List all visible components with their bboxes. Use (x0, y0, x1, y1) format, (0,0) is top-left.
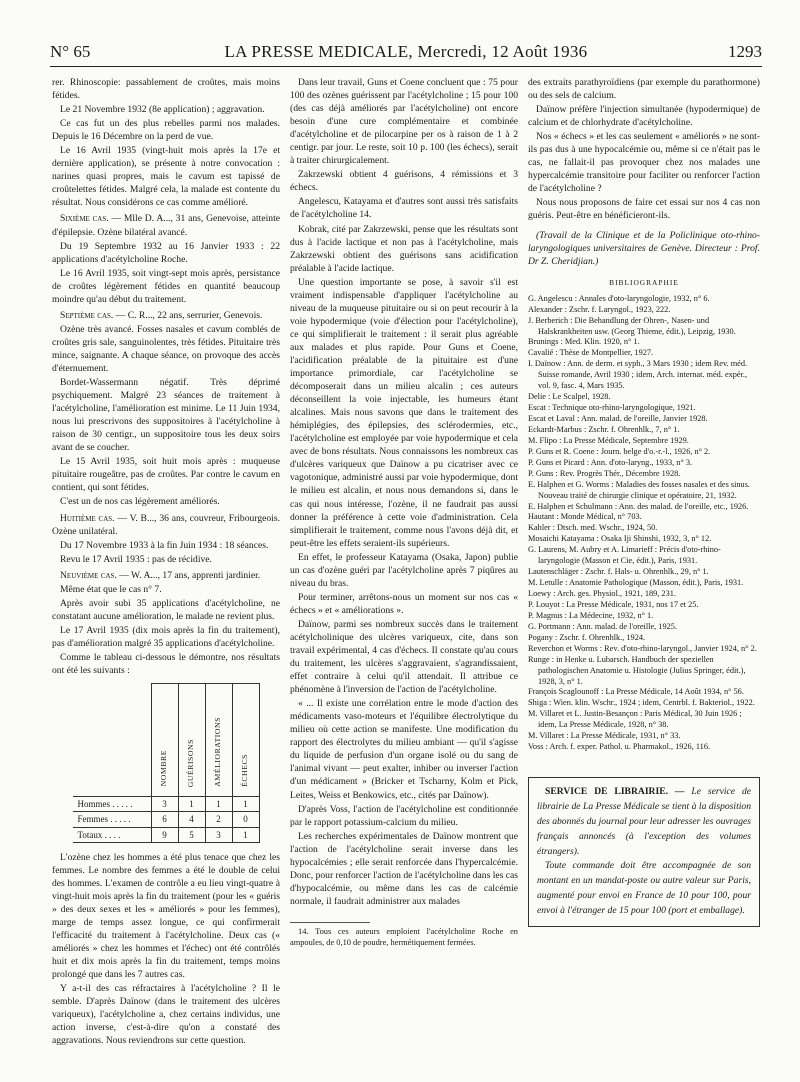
row-label: Totaux . . . . (73, 827, 152, 842)
paragraph: Le 15 Avril 1935, soit huit mois après : muqueuse pituitaire rougeâtre, pas de croûtes. Par contre le cavum en contient, qui sont fétides. (52, 456, 280, 494)
library-service-notice (537, 785, 751, 859)
paragraph: Dans leur travail, Guns et Coene concluent que : 75 pour 100 des ozènes guérissent par l'acétylcholine ; 15 pour 100 (des cas déjà améliorés par l'acétylcholine) ont encore besoin d'une cure complémentaire et combinée d'acétylcholine et de pilocarpine per os à raison de 1 à 2 centigr. par jour. Le reste, soit 10 p. 100 (les échecs), serait à traiter chirurgicalement. (290, 77, 518, 167)
bibliography-entry: Runge : in Henke u. Lubarsch. Handbuch der speziellen pathologischen Anatomie u. Histologie (Julius Springer, édit.), 1928, 3, n° 1. (528, 654, 746, 686)
paragraph: Comme le tableau ci-dessous le démontre, nos résultats ont été les suivants : (52, 651, 280, 677)
bibliography-entry: Voss : Arch. f. exper. Pathol. u. Pharmakol., 1926, 116. (528, 742, 711, 752)
case-heading: Neuvième cas. — (60, 569, 129, 581)
paragraph: Revu le 17 Avril 1935 : pas de récidive. (60, 553, 212, 565)
table-cell: 1 (232, 797, 259, 812)
bibliography-entry: G. Angelescu : Annales d'oto-laryngologie, 1932, n° 6. (528, 293, 710, 303)
paragraph: Bordet-Wassermann négatif. Très déprimé psychiquement. Malgré 23 séances de traitement à l'acétylcholine, l'amélioration est minime. Le 11 Juin 1934, nous lui prescrivons des suppositoires à l'acétylcholine à raison de 30 centigr., un suppositoire tous les deux soirs avant de se coucher. (52, 377, 280, 454)
case-paragraph (52, 512, 280, 538)
bibliography-entry: Reverchon et Worms : Rev. d'oto-rhino-laryngol., Janvier 1924, n° 2. (528, 643, 757, 653)
case-heading: Septième cas. — (60, 309, 126, 321)
bibliography-entry: M. Villaret et L. Justin-Besançon : Paris Médical, 30 Juin 1926 ; idem, La Presse Médicale, 1928, n° 38. (528, 709, 742, 730)
issue-number: N° 65 (50, 42, 91, 61)
column-header: GUÉRISONS (178, 684, 205, 797)
bibliography-list (528, 294, 760, 753)
case-paragraph (52, 309, 280, 322)
bibliography-entry: Delie : Le Scalpel, 1928. (528, 392, 611, 402)
case-text: V. B..., 36 ans, couvreur, Fribourgeois. Ozène unilatéral. (52, 512, 280, 537)
bibliography-entry: Pogany : Zschr. f. Ohrenhlk., 1924. (528, 632, 646, 642)
table-corner (73, 684, 152, 797)
paragraph: Angelescu, Katayama et d'autres sont aussi très satisfaits de l'acétylcholine 14. (290, 196, 518, 221)
bibliography-entry: J. Berberich : Die Behandlung der Ohren-, Nasen- und Halskrankheiten usw. (Georg Thieme, édit.), Leipzig, 1930. (528, 315, 736, 336)
paragraph: des extraits parathyroïdiens (par exemple du parathormone) ou des sels de calcium. (528, 77, 760, 102)
paragraph: Du 19 Septembre 1932 au 16 Janvier 1933 : 22 applications d'acétylcholine Roche. (52, 240, 280, 265)
paragraph: Le 16 Avril 1935 (vingt-huit mois après la 17e et dernière application), se présente à notre convocation : narines quasi propres, mais le cavum est tapissé de croûtelettes fétides. Malgré cela, la malade est contente du résultat. Nous considérons ce cas comme amélioré. (52, 145, 280, 209)
bibliography-entry: P. Magnus : La Médecine, 1932, n° 1. (528, 610, 654, 620)
paragraph: C'est un de nos cas légèrement améliorés. (60, 496, 220, 508)
results-table (73, 683, 260, 843)
journal-title: LA PRESSE MEDICALE, Mercredi, 12 Août 1936 (224, 42, 588, 61)
paragraph: Les recherches expérimentales de Daïnow montrent que l'action de l'acétylcholine serait inverse dans les hypocalcémies ; elle serait renforcée dans l'hypercalcémie. Donc, pour renforcer l'action de l'acétylcholine dans les cas d'hypocalcémie, ou même dans les cas de calcémie normale, il faudrait administrer aux malades (290, 830, 518, 907)
table-cell: 1 (205, 797, 232, 812)
bibliography-entry: P. Louyot : La Presse Médicale, 1931, nos 17 et 25. (528, 599, 699, 609)
bibliography-entry: Kahler : Dtsch. med. Wschr., 1924, 50. (528, 523, 658, 533)
bibliography-entry: Brunings : Med. Klin. 1920, n° 1. (528, 337, 640, 347)
bibliography-entry: P. Guns : Rev. Progrès Thér., Décembre 1928. (528, 468, 681, 478)
paragraph: Ozène très avancé. Fosses nasales et cavum comblés de croûtes gris sale, sanguinolentes, très fétides. Pituitaire très mince, saignante. A chaque séance, on provoque des accès d'éternuement. (52, 323, 280, 374)
paragraph: L'ozène chez les hommes a été plus tenace que chez les femmes. Le nombre des femmes a été le double de celui des hommes. L'examen de contrôle a eu lieu vingt-quatre à vingt-huit mois après la fin du traitement (pour les « guéris » des deux sexes et les « améliorés » pour les femmes), marge de temps assez longue, ce qui confirmerait l'efficacité du traitement à l'acétylcholine. Deux cas (« améliorés » chez les hommes et l'échec) ont été contrôlés huit et dix mois après la fin du traitement, temps moins prolongé que dans les 7 autres cas. (52, 851, 280, 981)
table-cell: 5 (178, 827, 205, 842)
paragraph: Daïnow préfère l'injection simultanée (hypodermique) de calcium et de chlorhydrate d'acétylcholine. (528, 104, 760, 129)
table-cell: 1 (232, 827, 259, 842)
bibliography-entry: E. Halphen et G. Worms : Maladies des fosses nasales et des sinus. Nouveau traité de chirurgie clinique et opératoire, 21, 1932. (528, 479, 751, 500)
paragraph: Nos « échecs » et les cas seulement « améliorés » ne sont-ils pas dus à une hypocalcémie ou, même si ce n'était pas le cas, ne fallait-il pas provoquer chez nos malades une hypercalcémie transitoire pour faciliter ou renforcer l'action de l'acétylcholine ? (528, 131, 760, 195)
row-label: Femmes . . . . . (73, 812, 152, 827)
bibliography-entry: François Scaglounoff : La Presse Médicale, 14 Août 1934, n° 56. (528, 687, 744, 697)
bibliography-entry: P. Guns et Picard : Ann. d'oto-laryng., 1933, n° 3. (528, 457, 693, 467)
bibliography-entry: Shiga : Wien. klin. Wschr., 1924 ; idem, Centrbl. f. Bakteriol., 1922. (528, 698, 755, 708)
page-header (50, 40, 762, 67)
column-header: AMÉLIORATIONS (205, 684, 232, 797)
bibliography-entry: Hautant : Monde Médical, n° 703. (528, 512, 642, 522)
bibliography-entry: G. Portmann : Ann. malad. de l'oreille, 1925. (528, 621, 677, 631)
table-cell: 3 (205, 827, 232, 842)
column-left (52, 76, 280, 1076)
row-label: Hommes . . . . . (73, 797, 152, 812)
footnote: 14. Tous ces auteurs emploient l'acétylcholine Roche en ampoules, de 0,10 de poudre, hermétiquement fermées. (290, 926, 518, 947)
bibliography-entry: G. Laurens, M. Aubry et A. Limarieff : Précis d'oto-rhino-laryngologie (Masson et Cie, édit.), Paris, 1931. (528, 545, 721, 566)
case-heading: Huitième cas. — (60, 512, 127, 524)
box-title: SERVICE DE LIBRAIRIE. — (545, 786, 685, 798)
table-cell: 2 (205, 812, 232, 827)
footnote-rule (290, 922, 370, 923)
bibliography-entry: Mosaichi Katayama : Osaka Iji Shinshi, 1932, 3, n° 12. (528, 534, 712, 544)
case-paragraph (52, 212, 280, 238)
bibliography-entry: M. Letulle : Anatomie Pathologique (Masson, édit.), Paris, 1931. (528, 578, 744, 588)
paragraph: Après avoir subi 35 applications d'acétylcholine, ne constatant aucune amélioration, le malade ne revient plus. (52, 597, 280, 622)
bibliography-entry: Eckardt-Marbus : Zschr. f. Ohrenhlk., 7, n° 1. (528, 424, 680, 434)
credit-line: (Travail de la Clinique et de la Policlinique oto-rhino-laryngologiques universitaires de Genève. Directeur : Prof. Dr Z. Cheridjian.) (528, 229, 760, 267)
bibliography-entry: E. Halphen et Schulmann : Ann. des malad. de l'oreille, etc., 1926. (528, 501, 749, 511)
paragraph: Kobrak, cité par Zakrzewski, pense que les résultats sont dus à l'acide lactique et non pas à l'acétylcholine, mais Zakrzewski obtient des guérisons sans acidification préalable à l'acide lactique. (290, 223, 518, 274)
paragraph: Nous nous proposons de faire cet essai sur nos 4 cas non guéris. Peut-être en bénéficieront-ils. (528, 197, 760, 222)
bibliography-title: BIBLIOGRAPHIE (609, 277, 679, 287)
case-text: W. A..., 17 ans, apprenti jardinier. (128, 569, 261, 581)
paragraph: Le 21 Novembre 1932 (8e application) ; aggravation. (60, 104, 265, 116)
paragraph: Y a-t-il des cas réfractaires à l'acétylcholine ? Il le semble. D'après Daïnow (dans le traitement des ulcères variqueux), l'acétylcholine a, chez certains individus, une action inverse, c'est-à-dire qu'on a constaté des aggravations. Nous reviendrons sur cette question. (52, 983, 280, 1047)
table-cell: 9 (151, 827, 178, 842)
table-cell: 3 (151, 797, 178, 812)
paragraph: Même état que le cas n° 7. (60, 583, 162, 595)
paragraph: D'après Voss, l'action de l'acétylcholine est conditionnée par le rapport potassium-calcium du milieu. (290, 803, 518, 828)
table-cell: 1 (178, 797, 205, 812)
page-number: 1293 (728, 42, 762, 61)
column-right (528, 76, 760, 1076)
bibliography-entry: Cavalié : Thèse de Montpellier, 1927. (528, 348, 654, 358)
bibliography-entry: I. Daïnow : Ann. de derm. et syph., 3 Mars 1930 ; idem Rev. méd. Suisse romande, Avril 1930 ; idem, Arch. internat. méd. expér., vol. 9, fasc. 4, Mars 1935. (528, 359, 748, 391)
paragraph: Daïnow, parmi ses nombreux succès dans le traitement acétylcholinique des ulcères variqueux, cite, dans son travail expérimental, 4 cas d'échecs. Il constate qu'au cours du traitement, les ulcères s'aggravaient, s'agrandissaient, effet contraire à celui qu'il attendait. Il attribue ce phénomène à l'inversion de l'action de l'acétylcholine. (290, 618, 518, 696)
table-cell: 4 (178, 812, 205, 827)
paragraph: rer. Rhinoscopie: passablement de croûtes, mais moins fétides. (52, 77, 280, 102)
table-row (73, 827, 260, 842)
column-header: NOMBRE (151, 684, 178, 797)
bibliography-entry: M. Villaret : La Presse Médicale, 1931, n° 33. (528, 731, 681, 741)
bibliography-entry: Escat et Laval : Ann. malad. de l'oreille, Janvier 1928. (528, 414, 708, 424)
paragraph: « ... Il existe une corrélation entre le mode d'action des médicaments vaso-moteurs et l'équilibre électrolytique du milieu où cette action se manifeste. Une modification du rapport des électrolytes du milieu ambiant — qu'il s'agisse du liquide de perfusion d'un organe isolé ou du sang de l'animal vivant — peut exalter, inhiber ou inverser l'action d'un médicament » (Bricker et Tscharny, Kolm et Pick, Leites, Weiss et Benkowics, etc., cités par Daïnow). (290, 698, 518, 801)
case-heading: Sixième cas. — (60, 213, 122, 225)
paragraph: Le 16 Avril 1935, soit vingt-sept mois après, persistance de croûtes légèrement fétides en quantité beaucoup moindre qu'au début du traitement. (52, 267, 280, 305)
table-cell: 6 (151, 812, 178, 827)
column-header: ÉCHECS (232, 684, 259, 797)
library-service-box (528, 777, 760, 927)
bibliography-entry: M. Flipo : La Presse Médicale, Septembre 1929. (528, 435, 689, 445)
order-notice: Toute commande doit être accompagnée de son montant en un mandat-poste ou autre valeur sur Paris, augmenté pour envoi en France de 10 pour 100, pour envoi à l'étranger de 15 pour 100 (port et emballage). (537, 860, 751, 916)
paragraph: Pour terminer, arrêtons-nous un moment sur nos cas « échecs » et « améliorations ». (290, 591, 518, 616)
table-row (73, 797, 260, 812)
paragraph: En effet, le professeur Katayama (Osaka, Japon) publie un cas d'ozène guéri par l'acétylcholine après 7 piqûres au niveau du bras. (290, 551, 518, 589)
bibliography-entry: P. Guns et R. Coene : Journ. belge d'o.-r.-l., 1926, n° 2. (528, 446, 711, 456)
bibliography-entry: Loewy : Arch. ges. Physiol., 1921, 189, 231. (528, 589, 676, 599)
case-text: C. R..., 22 ans, serrurier, Genevois. (125, 309, 263, 321)
bibliography-entry: Lautenschläger : Zschr. f. Hals- u. Ohrenhlk., 29, n° 1. (528, 567, 709, 577)
table-cell: 0 (232, 812, 259, 827)
paragraph: Ce cas fut un des plus rebelles parmi nos malades. Depuis le 16 Décembre on la perd de vue. (52, 118, 280, 143)
table-header-row (73, 684, 260, 797)
bibliography-entry: Escat : Technique oto-rhino-laryngologique, 1921. (528, 403, 696, 413)
table-row (73, 812, 260, 827)
bibliography-entry: Alexander : Zschr. f. Laryngol., 1923, 222. (528, 304, 671, 314)
column-middle (290, 76, 518, 1076)
paragraph: Zakrzewski obtient 4 guérisons, 4 rémissions et 3 échecs. (290, 169, 518, 194)
case-text: Mlle D. A..., 31 ans, Genevoise, atteinte d'épilepsie. Ozène bilatéral avancé. (52, 213, 280, 238)
paragraph: Une question importante se pose, à savoir s'il est vraiment indispensable d'appliquer l'acétylcholine au niveau de la muqueuse pituitaire ou si on peut recourir à la voie hypodermique (voie d'élection pour l'acétylcholine), ce qui simplifierait le traitement : il serait plus agréable aux malades et plus rapide. Pour Guns et Coene, l'acidification préalable de la pituitaire est d'une importance primordiale, car l'acétylcholine se décomposerait dans un milieu alcalin ; ces auteurs déconseillent la voie injectable, les humeurs étant alcalines. Mais nous savons que dans le traitement des hémiplégies, des épilepsies, des sclérodermies, etc., l'acétylcholine est employée par voie hypodermique et cela avec de bons résultats. Nous connaissons les nombreux cas d'ulcères variqueux que Daïnow a pu cicatriser avec ce vagotonique, administré aussi par voie hypodermique, dont le milieu est alcalin, et nous nous demandons si, dans le cas qui nous intéresse, l'ozène, il ne faudrait pas aussi donner la préférence à cette voie d'administration. Cela simplifierait le traitement, comme nous l'avons déjà dit, et peut-être les effets seraient-ils supérieurs. (290, 276, 518, 549)
paragraph: Du 17 Novembre 1933 à la fin Juin 1934 : 18 séances. (60, 539, 269, 551)
case-paragraph (52, 569, 280, 582)
paragraph: Le 17 Avril 1935 (dix mois après la fin du traitement), pas d'amélioration malgré 35 applications d'acétylcholine. (52, 624, 280, 649)
box-text: Le service de librairie de La Presse Médicale se tient à la disposition des abonnés du journal pour leur adresser les ouvrages français annoncés (à l'exception des volumes étrangers). (537, 786, 751, 857)
